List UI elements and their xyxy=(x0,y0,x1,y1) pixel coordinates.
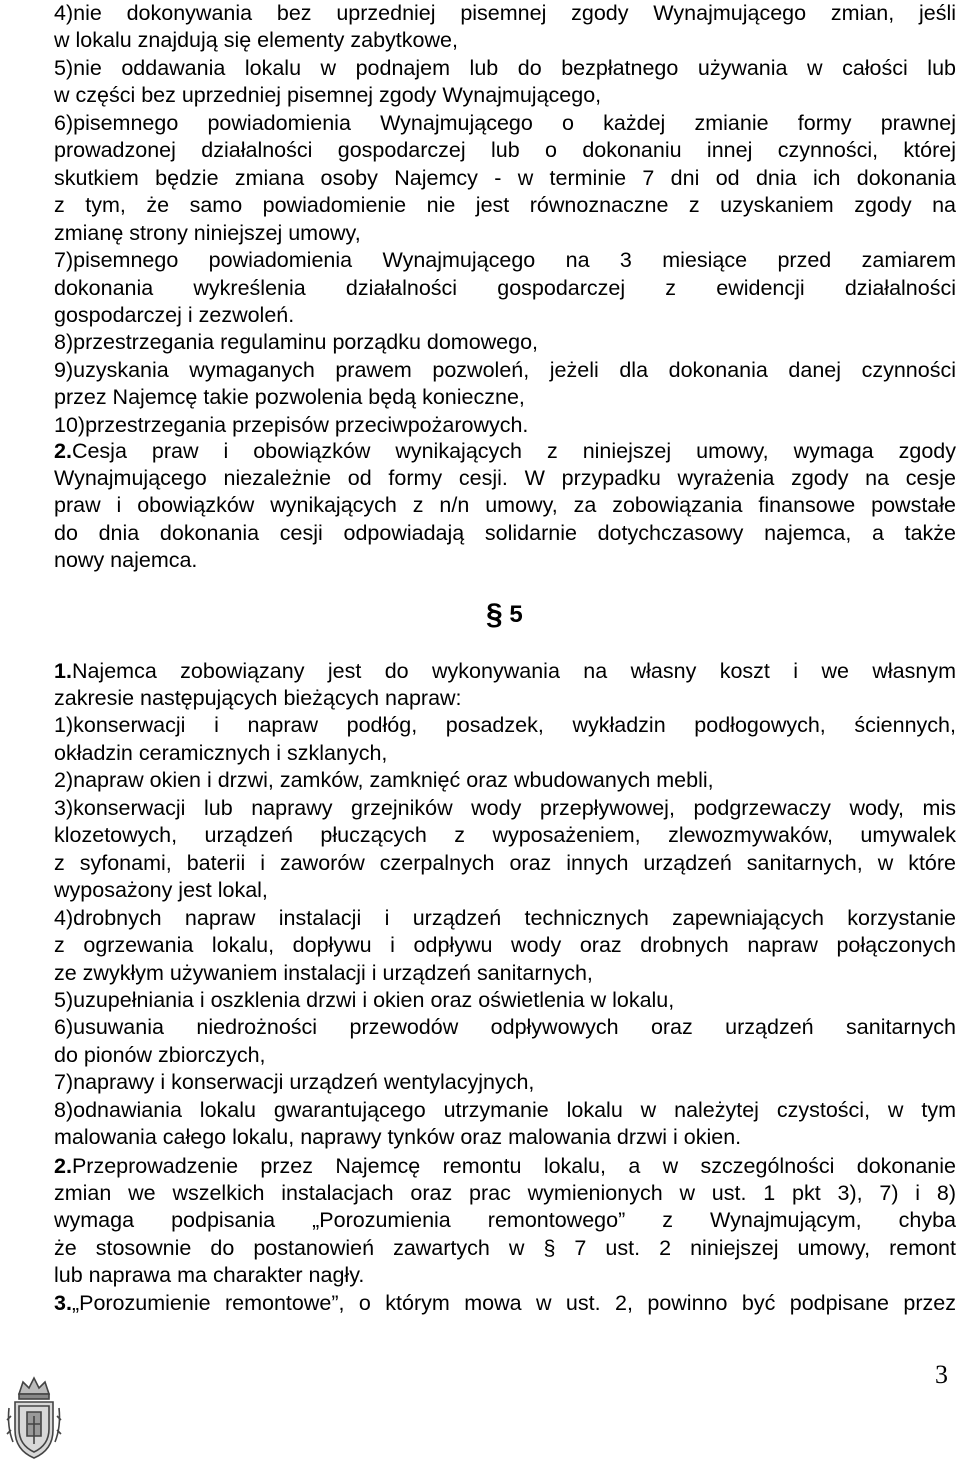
text-line: skutkiem będzie zmiana osoby Najemcy - w terminie 7 dni od dnia ich dokonania xyxy=(54,165,956,190)
text-line: ze zwykłym używaniem instalacji i urządzeń sanitarnych, xyxy=(54,960,593,985)
text-line: 5)uzupełniania i oszklenia drzwi i okien oraz oświetlenia w lokalu, xyxy=(54,987,675,1012)
text-line: wymaga podpisania „Porozumienia remontowego” z Wynajmującym, chyba xyxy=(54,1208,956,1233)
paragraph-text: „Porozumienie remontowe”, o którym mowa w ust. 2, powinno być podpisane przez xyxy=(71,1291,956,1315)
text-line: że stosownie do postanowień zawartych w § 7 ust. 2 niniejszej umowy, remont xyxy=(54,1235,956,1260)
paragraph-1-first-line xyxy=(54,658,956,685)
paragraph-3-first-line xyxy=(54,1290,956,1317)
section-sign: § xyxy=(486,598,503,631)
text-line: 2)napraw okien i drzwi, zamków, zamknięć oraz wbudowanych mebli, xyxy=(54,768,714,793)
text-line: 8)przestrzegania regulaminu porządku domowego, xyxy=(54,330,539,355)
text-line: lub naprawa ma charakter nagły. xyxy=(54,1263,365,1288)
paragraph-number: 3. xyxy=(54,1291,72,1315)
text-line: 6)pisemnego powiadomienia Wynajmującego o każdej zmianie formy prawnej xyxy=(54,110,956,135)
text-line: 8)odnawiania lokalu gwarantującego utrzymanie lokalu w należytej czystości, w tym xyxy=(54,1097,956,1122)
text-line: 9)uzyskania wymaganych prawem pozwoleń, jeżeli dla dokonania danej czynności xyxy=(54,357,956,382)
text-line: zmianę strony niniejszej umowy, xyxy=(54,220,361,245)
text-line: klozetowych, urządzeń płuczących z wyposażeniem, zlewozmywaków, umywalek xyxy=(54,823,956,848)
paragraph-text: Przeprowadzenie przez Najemcę remontu lokalu, a w szczególności dokonanie xyxy=(71,1154,956,1178)
page-number: 3 xyxy=(935,1360,948,1389)
text-line: 10)przestrzegania przepisów przeciwpożarowych. xyxy=(54,412,529,437)
paragraph-2-first-line xyxy=(54,438,956,465)
text-line: 7)pisemnego powiadomienia Wynajmującego na 3 miesiące przed zamiarem xyxy=(54,248,956,273)
text-line: z tym, że samo powiadomienie nie jest równoznaczne z uzyskaniem zgody na xyxy=(54,193,956,218)
paragraph-text: Cesja praw i obowiązków wynikających z niniejszej umowy, wymaga zgody xyxy=(71,439,956,463)
paragraph-2-first-line xyxy=(54,1153,956,1180)
text-line: z syfonami, baterii i zaworów czerpalnych oraz innych urządzeń sanitarnych, w które xyxy=(54,850,956,875)
text-line: praw i obowiązków wynikających z n/n umowy, za zobowiązania finansowe powstałe xyxy=(54,493,956,518)
paragraph-number: 2. xyxy=(54,1154,72,1178)
text-line: 4)drobnych napraw instalacji i urządzeń technicznych zapewniających korzystanie xyxy=(54,905,956,930)
text-line: w lokalu znajdują się elementy zabytkowe, xyxy=(54,28,458,53)
text-line: 3)konserwacji lub naprawy grzejników wody przepływowej, podgrzewaczy wody, mis xyxy=(54,795,956,820)
text-line: prowadzonej działalności gospodarczej lub o dokonaniu innej czynności, której xyxy=(54,138,956,163)
text-line: 4)nie dokonywania bez uprzedniej pisemnej zgody Wynajmującego zmian, jeśli xyxy=(54,1,956,25)
text-line: 1)konserwacji i napraw podłóg, posadzek, wykładzin podłogowych, ściennych, xyxy=(54,713,956,738)
text-line: malowania całego lokalu, naprawy tynków oraz malowania drzwi i okien. xyxy=(54,1125,742,1150)
section-number: 5 xyxy=(509,601,523,628)
text-line: do pionów zbiorczych, xyxy=(54,1042,266,1067)
text-line: zmian we wszelkich instalacjach oraz prac wymienionych w ust. 1 pkt 3), 7) i 8) xyxy=(54,1181,956,1205)
text-line: gospodarczej i zezwoleń. xyxy=(54,302,295,327)
section-heading xyxy=(486,600,523,630)
text-line: 5)nie oddawania lokalu w podnajem lub do bezpłatnego używania w całości lub xyxy=(54,55,956,80)
text-line: dokonania wykreślenia działalności gospodarczej z ewidencji działalności xyxy=(54,275,956,300)
text-line: 7)naprawy i konserwacji urządzeń wentylacyjnych, xyxy=(54,1070,535,1095)
text-line: przez Najemcę takie pozwolenia będą konieczne, xyxy=(54,385,525,410)
coat-of-arms-icon xyxy=(5,1372,63,1462)
paragraph-number: 2. xyxy=(54,439,72,463)
text-line: 6)usuwania niedrożności przewodów odpływowych oraz urządzeń sanitarnych xyxy=(54,1015,956,1040)
text-line: nowy najemca. xyxy=(54,548,198,573)
text-line: Wynajmującego niezależnie od formy cesji. W przypadku wyrażenia zgody na cesje xyxy=(54,466,956,490)
paragraph-number: 1. xyxy=(54,659,72,683)
paragraph-text: Najemca zobowiązany jest do wykonywania na własny koszt i we własnym xyxy=(71,659,956,683)
text-line: okładzin ceramicznych i szklanych, xyxy=(54,740,388,765)
text-line: w części bez uprzedniej pisemnej zgody Wynajmującego, xyxy=(54,83,602,108)
text-line: z ogrzewania lokalu, dopływu i odpływu wody oraz drobnych napraw połączonych xyxy=(54,933,956,958)
text-line: do dnia dokonania cesji odpowiadają solidarnie dotychczasowy najemca, a także xyxy=(54,520,956,545)
text-line: wyposażony jest lokal, xyxy=(54,878,268,903)
text-line: zakresie następujących bieżących napraw: xyxy=(54,686,462,710)
